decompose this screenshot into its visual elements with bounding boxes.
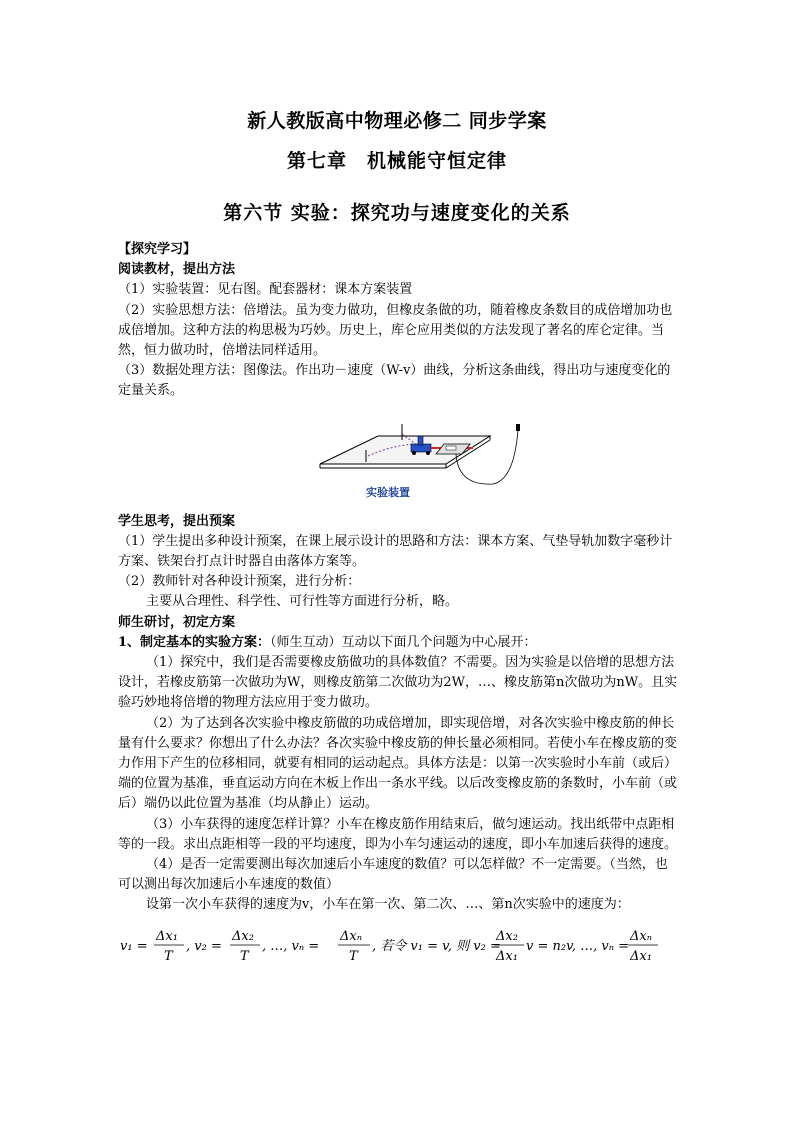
discuss-heading: 师生研讨，初定方案 — [118, 614, 236, 630]
question-5: 设第一次小车获得的速度为v，小车在第一次、第二次、…、第n次实验中的速度为： — [146, 897, 630, 913]
study-paragraph-1: （1）实验装置：见右图。配套器材：课本方案装置 — [118, 282, 413, 298]
formula-ratio-num-1: Δx₂ — [496, 928, 518, 944]
formula-condition: , 若令 v₁ = v, 则 v₂ = — [372, 938, 501, 954]
formula-dx1: Δx₁ — [156, 928, 178, 944]
think-paragraph-2: （2）教师针对各种设计预案，进行分析： — [118, 574, 361, 590]
formula-ratio-den-1: Δx₁ — [496, 948, 518, 964]
question-2: （2）为了达到各次实验中橡皮筋做的功成倍增加，即实现倍增，对各次实验中橡皮筋的伸长量有什么要求？你想出了什么办法？各次实验中橡皮筋的伸长量必须相同。若使小车在橡皮筋的变力作用下产生的位移相同，就要有相同的运动起点。具体方法是：以第一次实验时小车前（或后）端的位置为基准，垂直运动方向在木板上作出一条水平线。以后改变橡皮筋的条数时，小车前（或后）端仍以此位置为基准（均从静止）运动。 — [118, 715, 678, 812]
formula-dots: , …, vₙ = — [262, 938, 320, 954]
formula-ratio-den-2: Δx₁ — [630, 948, 652, 964]
formula-v2: , v₂ = — [186, 938, 222, 954]
formula-T3: T — [349, 948, 358, 964]
section-title: 第六节 实验：探究功与速度变化的关系 — [223, 202, 571, 224]
item1-label: 1、制定基本的实验方案： — [118, 634, 271, 650]
study-paragraph-3: （3）数据处理方法：图像法。作出功－速度（W-v）曲线，分析这条曲线，得出功与速度变化的定量关系。 — [118, 363, 671, 399]
formula-svg — [118, 926, 678, 966]
formula-v1: v₁ = — [120, 938, 148, 954]
chapter-title: 第七章 机械能守恒定律 — [286, 150, 507, 172]
figure-caption: 实验装置 — [366, 485, 410, 499]
formula-T1: T — [164, 948, 173, 964]
formula-dxn: Δxₙ — [340, 928, 362, 944]
discuss-item-1 — [118, 633, 678, 653]
formula-ratio-num-2: Δxₙ — [630, 928, 652, 944]
study-heading: 【探究学习】 — [118, 242, 197, 257]
experiment-figure — [118, 424, 678, 502]
formula-dx2: Δx₂ — [232, 928, 254, 944]
think-paragraph-1: （1）学生提出多种设计预案，在课上展示设计的思路和方法：课本方案、气垫导轨加数字毫秒计方案、铁架台打点计时器自由落体方案等。 — [118, 533, 673, 570]
study-paragraph-2: （2）实验思想方法：倍增法。虽为变力做功，但橡皮条做的功，随着橡皮条数目的成倍增加功也成倍增加。这种方法的构思极为巧妙。历史上，库仑应用类似的方法发现了著名的库仑定律。当然，恒力做功时，倍增法同样适用。 — [118, 302, 673, 359]
formula-eq-v: v = n₂v, …, vₙ = — [526, 938, 630, 954]
apparatus-diagram — [318, 424, 528, 502]
think-paragraph-3: 主要从合理性、科学性、可行性等方面进行分析，略。 — [146, 594, 459, 610]
read-heading: 阅读教材，提出方法 — [118, 262, 236, 278]
question-3: （3）小车获得的速度怎样计算？小车在橡皮筋作用结束后，做匀速运动。找出纸带中点距相等的一段。求出点距相等一段的平均速度，即为小车匀速运动的速度，即小车加速后获得的速度。 — [118, 816, 678, 852]
question-4: （4）是否一定需要测出每次加速后小车速度的数值？可以怎样做？不一定需要。（当然，也可以测出每次加速后小车速度的数值） — [118, 857, 668, 893]
question-1: （1）探究中，我们是否需要橡皮筋做功的具体数值？不需要。因为实验是以倍增的思想方法设计，若橡皮筋第一次做功为W，则橡皮筋第二次做功为2W，…、橡皮筋第n次做功为nW。且实验巧妙地将倍增的物理方法应用于变力做功。 — [118, 655, 678, 711]
document-body — [118, 240, 678, 966]
velocity-formula — [118, 926, 678, 966]
formula-T2: T — [240, 948, 249, 964]
item1-text: （师生互动）互动以下面几个问题为中心展开： — [270, 634, 537, 650]
document-title: 新人教版高中物理必修二 同步学案 — [247, 110, 547, 132]
think-heading: 学生思考，提出预案 — [118, 513, 236, 529]
